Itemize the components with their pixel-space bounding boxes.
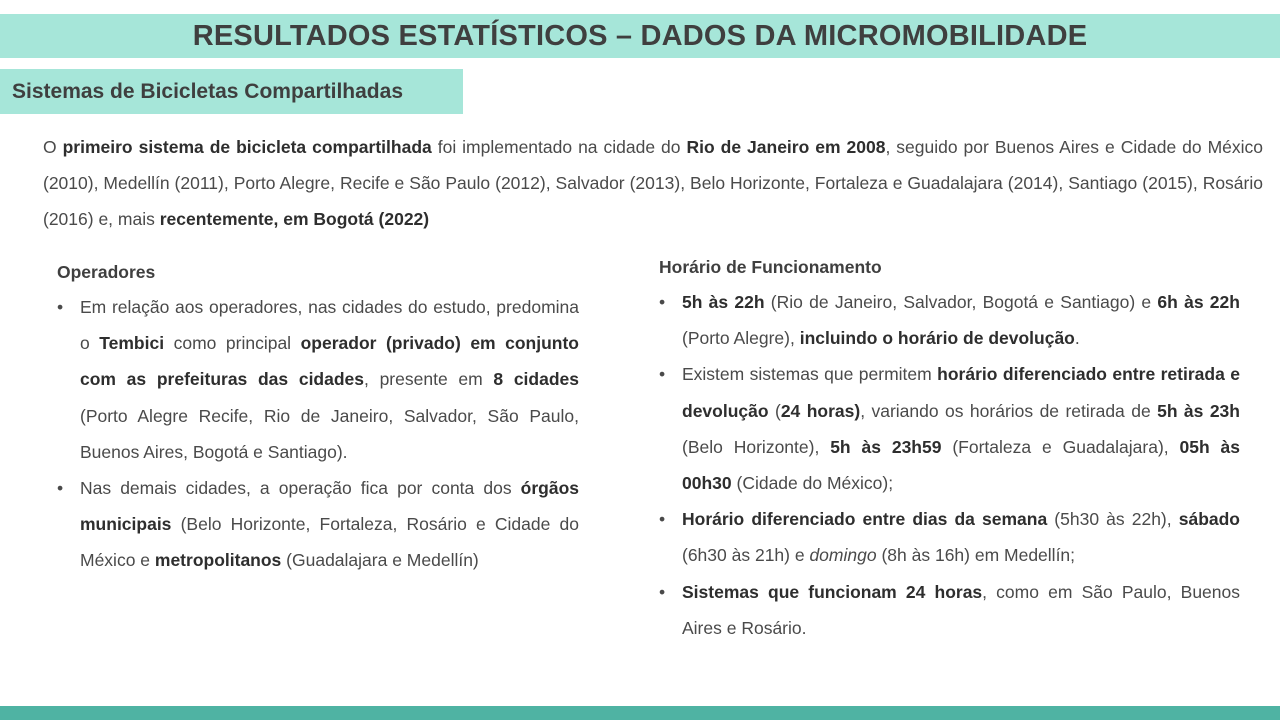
item-bold: 05h às 00h30 [682,436,1241,494]
horario-column [659,252,1240,646]
list-item [57,289,579,470]
horario-heading: Horário de Funcionamento [659,257,882,277]
item-italic: domingo [809,545,877,566]
intro-text: foi implementado na cidade do [431,137,687,157]
page-title: RESULTADOS ESTATÍSTICOS – DADOS DA MICROMOBILIDADE [192,19,1088,52]
item-text: Nas demais cidades, a operação fica por conta dos [80,478,521,499]
item-text: (Porto Alegre), [682,328,800,349]
title-bar [0,14,1280,58]
item-text: . [1074,328,1080,349]
list-item [659,284,1240,356]
operadores-heading: Operadores [57,262,156,282]
item-bold: 5h às 23h [1157,400,1240,421]
list-item [57,470,579,579]
item-bold: Tembici [99,333,165,354]
item-bold: 6h às 22h [1157,292,1240,312]
item-text: ( [768,400,781,421]
item-bold: 8 cidades [493,369,579,390]
item-text: (Belo Horizonte, Fortaleza, Rosário e Cidade do México e [80,514,579,571]
item-bold: 5h às 22h [682,292,765,312]
intro-bold: primeiro sistema de bicicleta compartilhada [62,137,432,157]
section-tag [0,69,463,114]
bullet-icon: • [659,509,666,530]
operadores-list [57,289,579,579]
item-text: , variando os horários de retirada de [860,400,1158,421]
intro-bold: recentemente, em Bogotá (2022) [159,209,430,229]
bullet-icon: • [57,297,64,317]
horario-list [659,284,1240,646]
item-text: , como em São Paulo, Buenos Aires e Rosário. [682,581,1240,638]
intro-text: O [43,137,63,157]
item-text: (Guadalajara e Medellín) [281,550,479,571]
item-text: como principal [164,333,301,354]
list-item [659,574,1240,646]
bottom-bar [0,706,1280,720]
item-text: , presente em [364,369,494,390]
intro-bold: Rio de Janeiro em 2008 [686,137,886,157]
item-text: (Rio de Janeiro, Salvador, Bogotá e Santiago) e [764,292,1158,312]
item-bold: incluindo o horário de devolução [799,328,1075,349]
item-text: (5h30 às 22h), [1047,509,1179,530]
item-text: (Cidade do México); [731,473,894,494]
item-text: (8h às 16h) em Medellín; [876,545,1076,566]
item-text: (6h30 às 21h) e [682,545,810,566]
item-text: Existem sistemas que permitem [682,364,938,385]
bullet-icon: • [659,364,666,385]
bullet-icon: • [57,478,64,499]
item-bold: metropolitanos [154,550,282,571]
section-title: Sistemas de Bicicletas Compartilhadas [12,79,403,103]
item-bold: 5h às 23h59 [830,436,942,457]
list-item [659,356,1240,501]
bullet-icon: • [659,292,666,312]
item-text: (Fortaleza e Guadalajara), [941,436,1180,457]
item-bold: 24 horas) [780,400,861,421]
item-text: (Porto Alegre Recife, Rio de Janeiro, Salvador, São Paulo, Buenos Aires, Bogotá e Santiago). [80,405,579,462]
list-item [659,501,1240,573]
item-bold: Sistemas que funcionam 24 horas [682,581,983,602]
operadores-column [57,257,579,579]
intro-text: , seguido por Buenos Aires e Cidade do México (2010), Medellín (2011), Porto Alegre, Recife e São Paulo (2012), Salvador (2013), Belo Horizonte, Fortaleza e Guadalajara (2014), Santiago (2015), Rosário (2016) e, mais [43,137,1264,229]
item-bold: órgãos municipais [80,478,579,535]
item-bold: operador (privado) em conjunto com as prefeituras das cidades [80,333,579,390]
item-bold: Horário diferenciado entre dias da semana [682,509,1048,530]
bullet-icon: • [659,581,666,602]
item-bold: sábado [1178,509,1241,530]
intro-paragraph [43,129,1263,237]
item-text: Em relação aos operadores, nas cidades do estudo, predomina o [80,297,579,354]
item-text: (Belo Horizonte), [682,436,831,457]
item-bold: horário diferenciado entre retirada e devolução [682,364,1240,421]
